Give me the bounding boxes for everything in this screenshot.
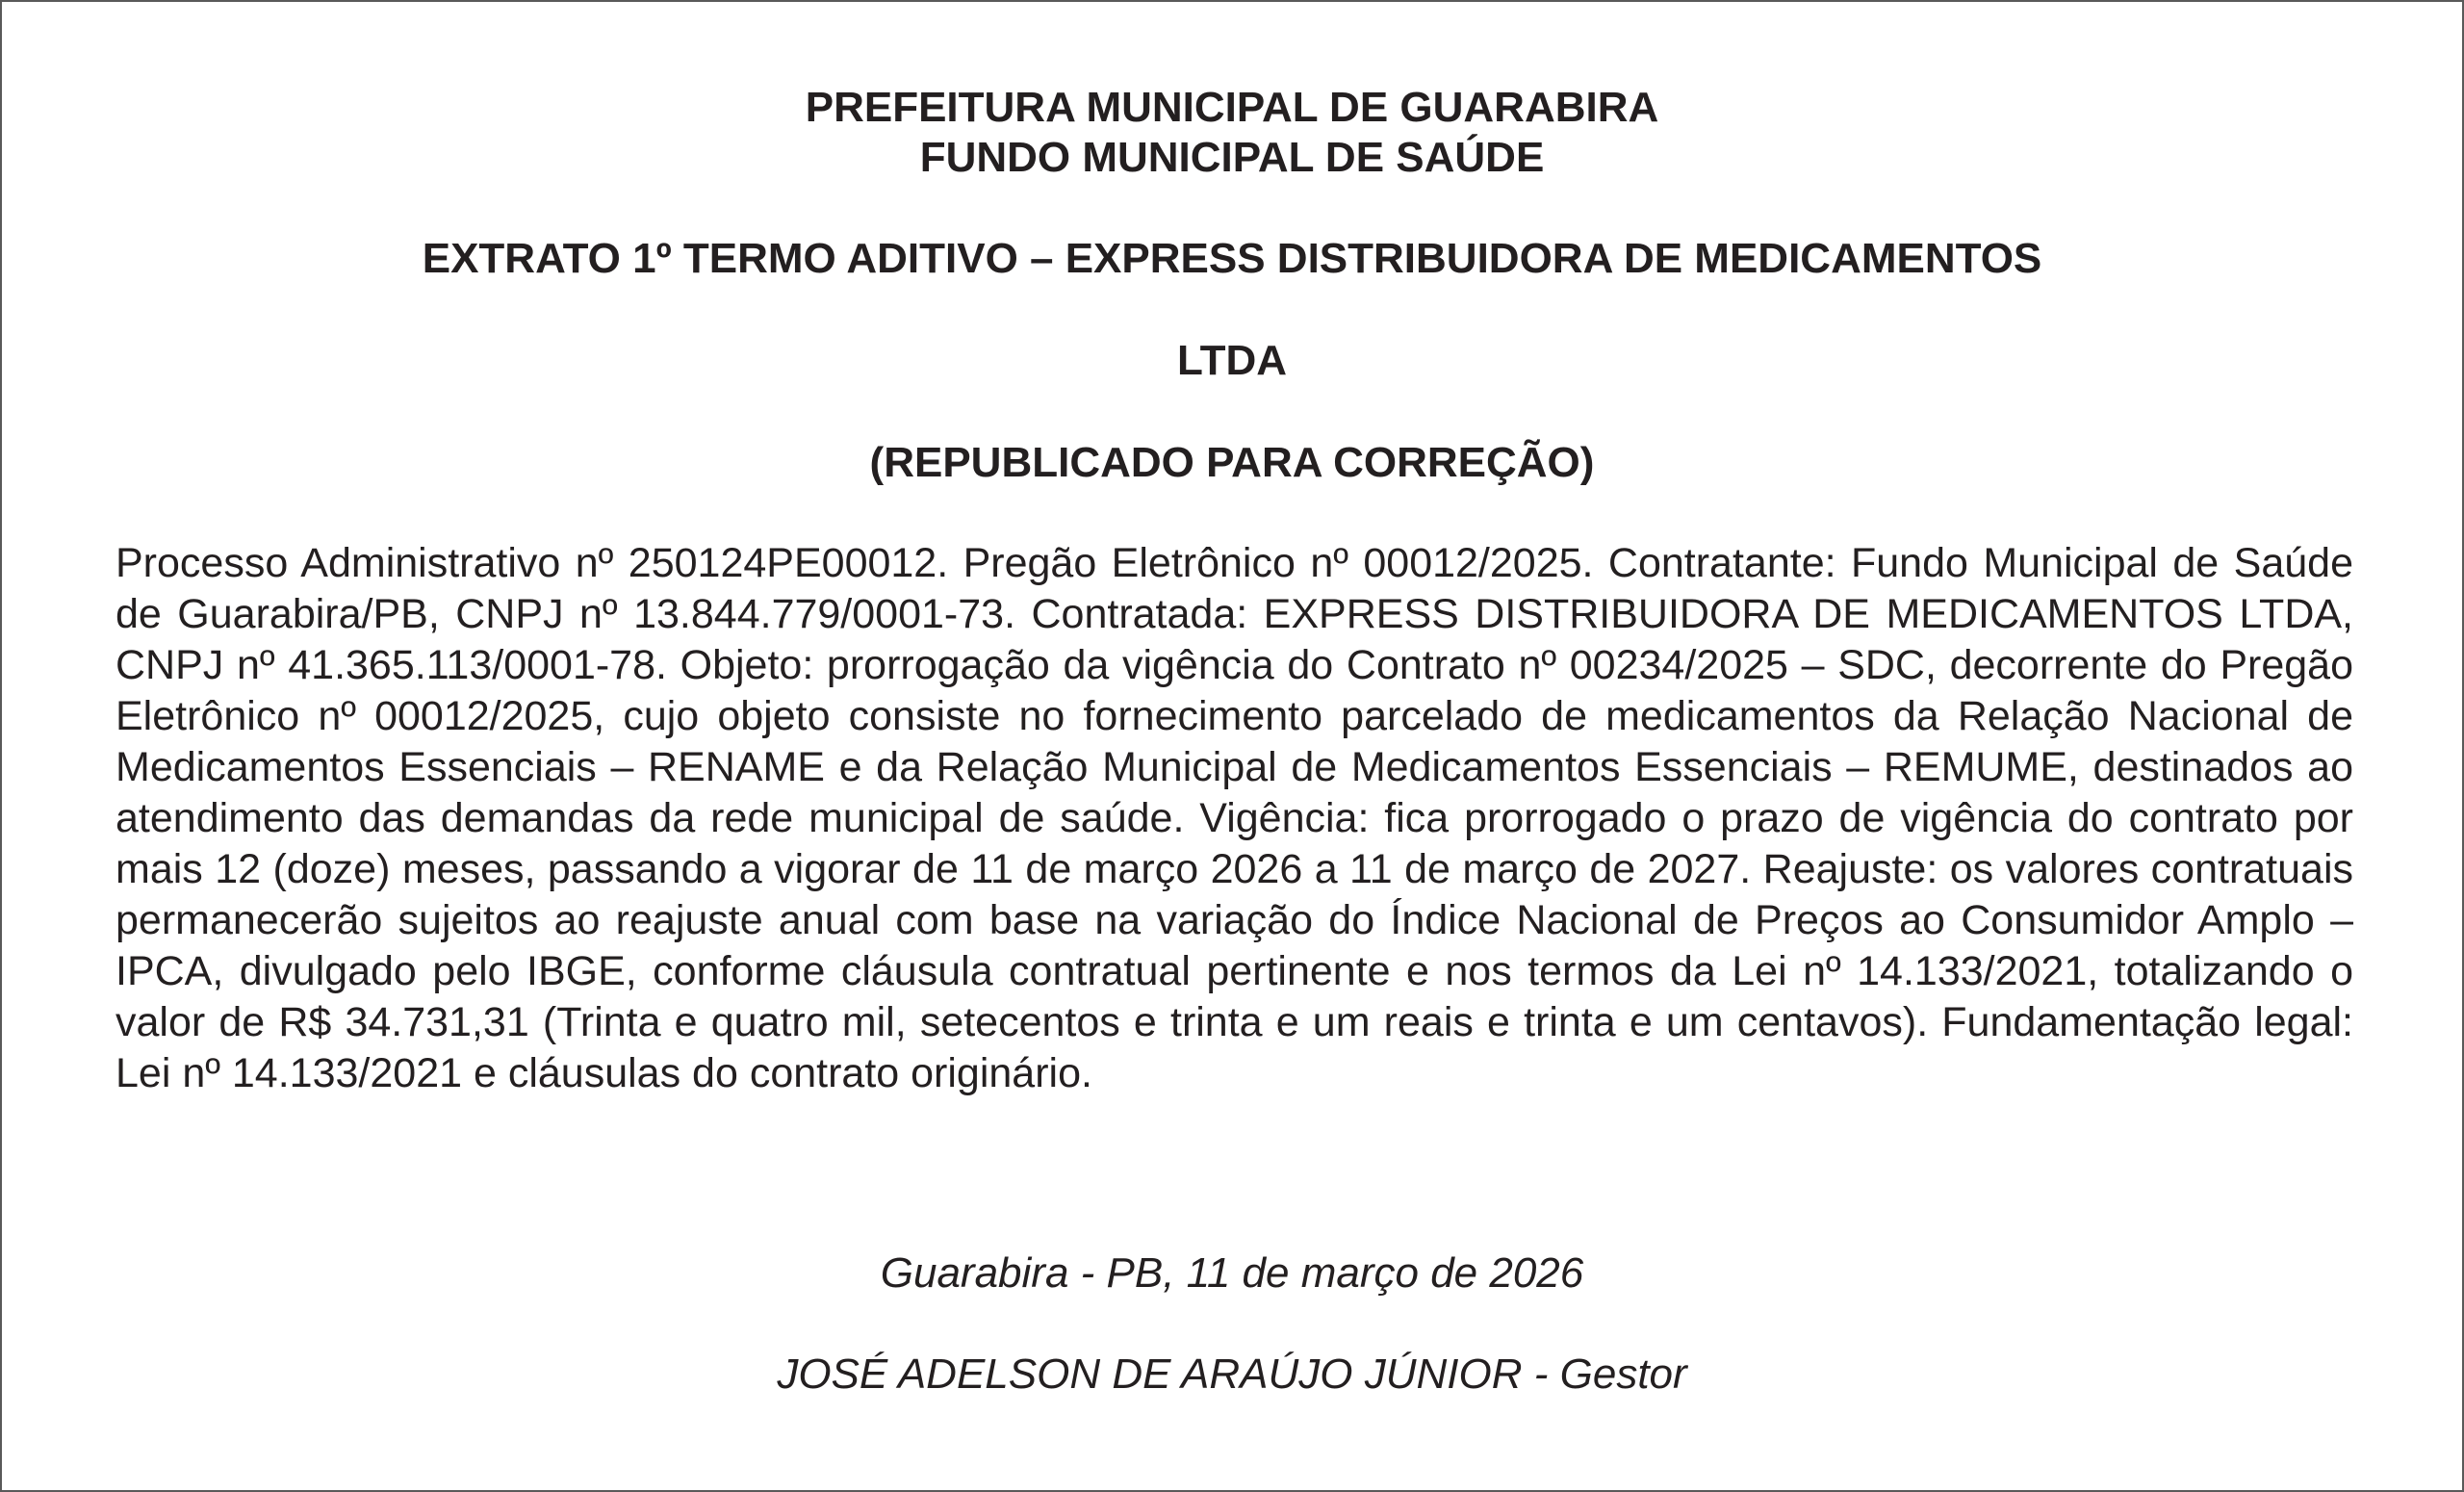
document-title: EXTRATO 1º TERMO ADITIVO – EXPRESS DISTRIBUIDORA DE MEDICAMENTOS — [422, 235, 2042, 282]
body-paragraph: Processo Administrativo nº 250124PE00012. Pregão Eletrônico nº 00012/2025. Contratante: Fundo Municipal de Saúde de Guarabira/PB, CNPJ nº 13.844.779/0001-73. Contratada: EXPRESS DISTRIBUIDORA DE MEDICAMENTOS LTDA, CNPJ nº 41.365.113/0001-78. Objeto: prorrogação da vigência do Contrato nº 00234/2025 – SDC, decorrente do Pregão Eletrônico nº 00012/2025, cujo objeto consiste no fornecimento parcelado de medicamentos da Relação Nacional de Medicamentos Essenciais – RENAME e da Relação Municipal de Medicamentos Essenciais – REMUME, destinados ao atendimento das demandas da rede municipal de saúde. Vigência: fica prorrogado o prazo de vigência do contrato por mais 12 (doze) meses, passando a vigorar de 11 de março 2026 a 11 de março de 2027. Reajuste: os valores contratuais permanecerão sujeitos ao reajuste anual com base na variação do Índice Nacional de Preços ao Consumidor Amplo – IPCA, divulgado pelo IBGE, conforme cláusula contratual pertinente e nos termos da Lei nº 14.133/2021, totalizando o valor de R$ 34.731,31 (Trinta e quatro mil, setecentos e trinta e um reais e trinta e um centavos). Fundamentação legal: Lei nº 14.133/2021 e cláusulas do contrato originário. — [116, 540, 2353, 1096]
document-title-continuation: LTDA — [1176, 337, 1288, 384]
signature: JOSÉ ADELSON DE ARAÚJO JÚNIOR - Gestor — [777, 1351, 1687, 1398]
header-fundo: FUNDO MUNICIPAL DE SAÚDE — [919, 134, 1545, 181]
place-date: Guarabira - PB, 11 de março de 2026 — [880, 1249, 1584, 1297]
header-prefeitura: PREFEITURA MUNICIPAL DE GUARABIRA — [805, 84, 1659, 131]
republished-notice: (REPUBLICADO PARA CORREÇÃO) — [869, 439, 1595, 486]
